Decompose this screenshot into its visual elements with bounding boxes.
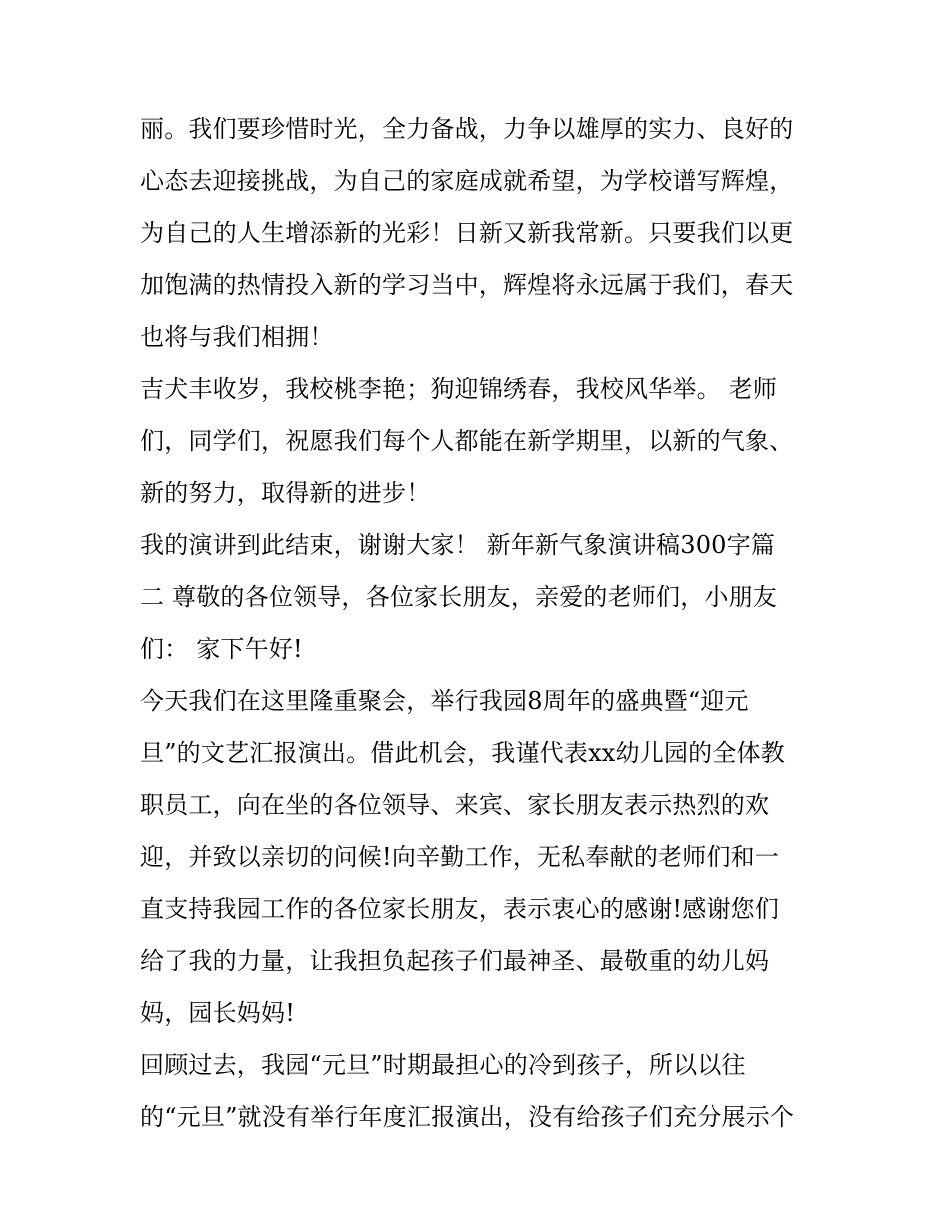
text-line: 直支持我园工作的各位家长朋友，表示衷心的感谢!感谢您们 — [140, 895, 780, 923]
text-line: 今天我们在这里隆重聚会，举行我园8周年的盛典暨“迎元 — [140, 687, 749, 715]
text-line: 迎，并致以亲切的问候!向辛勤工作，无私奉献的老师们和一 — [140, 843, 780, 871]
text-line: 旦”的文艺汇报演出。借此机会，我谨代表xx幼儿园的全体教 — [140, 739, 785, 767]
text-line: 的“元旦”就没有举行年度汇报演出，没有给孩子们充分展示个 — [140, 1103, 795, 1131]
text-line: 我的演讲到此结束，谢谢大家！ 新年新气象演讲稿300字篇 — [140, 531, 776, 559]
text-line: 回顾过去，我园“元旦”时期最担心的冷到孩子，所以以往 — [140, 1051, 746, 1079]
body-text — [140, 107, 820, 1147]
text-line: 二 尊敬的各位领导，各位家长朋友，亲爱的老师们，小朋友 — [140, 583, 778, 611]
text-line: 们： 家下午好! — [140, 635, 303, 663]
text-line: 们，同学们，祝愿我们每个人都能在新学期里，以新的气象、 — [140, 427, 794, 455]
text-line: 为自己的人生增添新的光彩！日新又新我常新。只要我们以更 — [140, 219, 794, 247]
text-line: 给了我的力量，让我担负起孩子们最神圣、最敬重的幼儿妈 — [140, 947, 770, 975]
text-line: 妈，园长妈妈! — [140, 999, 296, 1027]
text-line: 加饱满的热情投入新的学习当中，辉煌将永远属于我们，春天 — [140, 271, 794, 299]
text-line: 职员工，向在坐的各位领导、来宾、家长朋友表示热烈的欢 — [140, 791, 770, 819]
text-line: 心态去迎接挑战，为自己的家庭成就希望，为学校谱写辉煌， — [140, 167, 794, 195]
text-line: 也将与我们相拥！ — [140, 323, 334, 351]
text-line: 丽。我们要珍惜时光，全力备战，力争以雄厚的实力、良好的 — [140, 115, 794, 143]
text-line: 新的努力，取得新的进步！ — [140, 479, 431, 507]
text-line: 吉犬丰收岁，我校桃李艳；狗迎锦绣春，我校风华举。 老师 — [140, 375, 778, 403]
